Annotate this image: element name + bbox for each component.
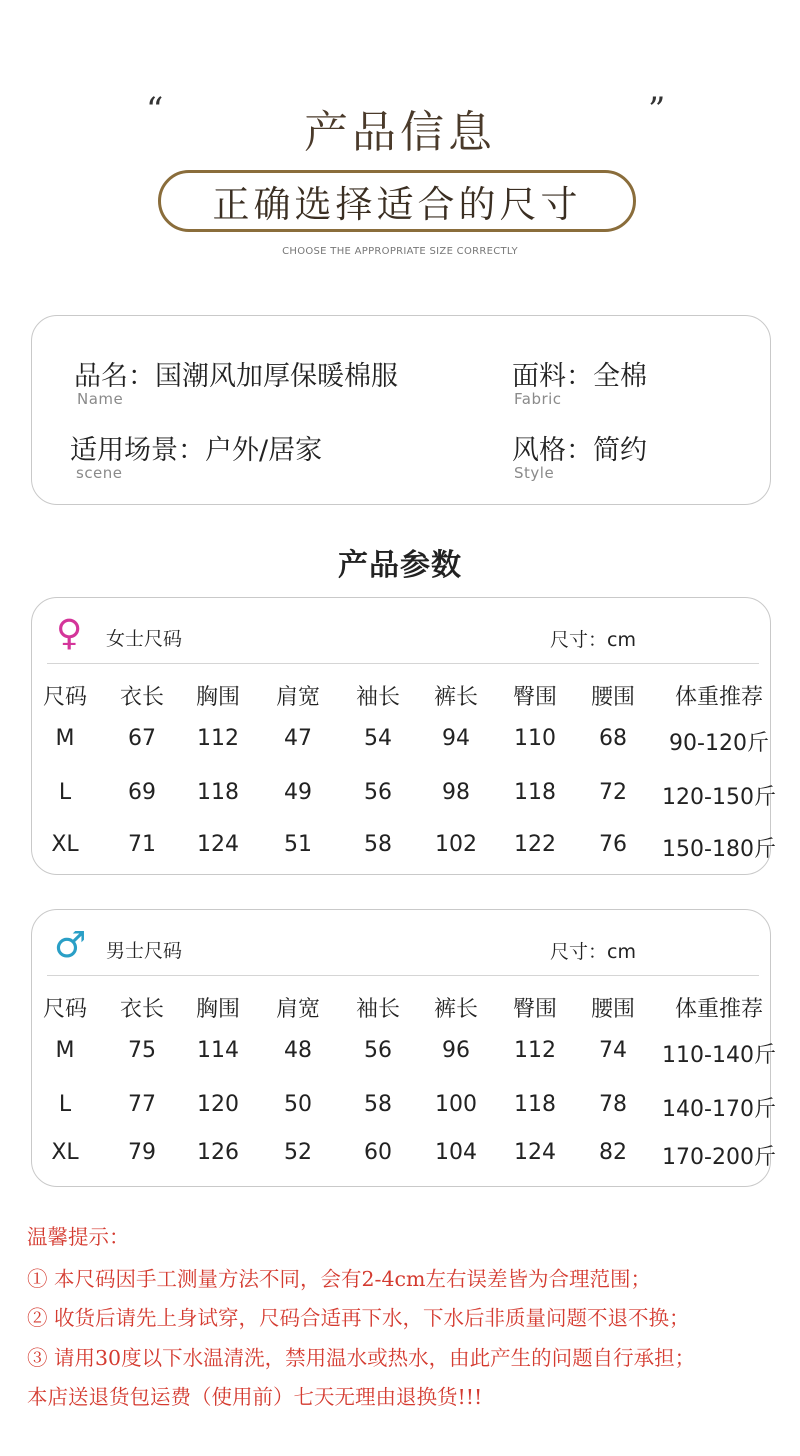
column-header: 衣长 xyxy=(119,997,165,1022)
column-header: 裤长 xyxy=(433,685,479,710)
table-cell: XL xyxy=(51,1140,79,1165)
note-item-3: ③ 请用30度以下水温清洗，禁用温水或热水，由此产生的问题自行承担； xyxy=(27,1346,696,1370)
name-en: Name xyxy=(77,390,124,408)
table-cell: 71 xyxy=(128,832,156,857)
table-cell: 82 xyxy=(599,1140,627,1165)
table-cell: 58 xyxy=(364,1092,392,1117)
table-cell: 47 xyxy=(284,726,312,751)
table-cell: 100 xyxy=(435,1092,477,1117)
table-cell: 112 xyxy=(514,1038,556,1063)
table-cell: 150-180斤 xyxy=(662,837,776,862)
men-size-label: 男士尺码 xyxy=(106,940,183,962)
table-cell: 124 xyxy=(514,1140,556,1165)
table-cell: 76 xyxy=(599,832,627,857)
table-cell: 56 xyxy=(364,1038,392,1063)
table-cell: 58 xyxy=(364,832,392,857)
table-cell: 98 xyxy=(442,780,470,805)
female-icon: ♀ xyxy=(56,613,83,654)
table-cell: L xyxy=(58,780,72,805)
size-banner xyxy=(158,170,636,232)
notes-footer: 本店送退货包运费（使用前）七天无理由退换货!!! xyxy=(27,1385,483,1409)
table-cell: 68 xyxy=(599,726,627,751)
page-subtitle: CHOOSE THE APPROPRIATE SIZE CORRECTLY xyxy=(282,246,518,257)
table-cell: 56 xyxy=(364,780,392,805)
column-header: 袖长 xyxy=(355,685,401,710)
table-cell: 114 xyxy=(197,1038,239,1063)
column-header: 臀围 xyxy=(512,997,558,1022)
style-value: 简约 xyxy=(593,435,647,466)
table-cell: 60 xyxy=(364,1140,392,1165)
table-cell: 67 xyxy=(128,726,156,751)
fabric-value: 全棉 xyxy=(593,361,647,392)
open-quote: “ xyxy=(146,90,164,130)
column-header: 袖长 xyxy=(355,997,401,1022)
table-cell: 120-150斤 xyxy=(662,785,776,810)
table-cell: 52 xyxy=(284,1140,312,1165)
fabric-row xyxy=(512,354,647,393)
close-quote: ” xyxy=(648,90,666,130)
note-item-1: ① 本尺码因手工测量方法不同，会有2-4cm左右误差皆为合理范围； xyxy=(27,1267,651,1291)
table-cell: 69 xyxy=(128,780,156,805)
women-unit-label: 尺寸：cm xyxy=(550,629,636,651)
women-size-label: 女士尺码 xyxy=(106,628,183,650)
table-cell: 112 xyxy=(197,726,239,751)
column-header: 腰围 xyxy=(590,997,636,1022)
size-banner-text: 正确选择适合的尺寸 xyxy=(212,183,582,226)
table-cell: 126 xyxy=(197,1140,239,1165)
column-header: 尺码 xyxy=(42,685,88,710)
table-cell: 72 xyxy=(599,780,627,805)
column-header: 裤长 xyxy=(433,997,479,1022)
product-info-card xyxy=(31,315,771,505)
women-size-card xyxy=(31,597,776,875)
table-cell: 49 xyxy=(284,780,312,805)
table-cell: 120 xyxy=(197,1092,239,1117)
table-cell: 77 xyxy=(128,1092,156,1117)
scene-label: 适用场景： xyxy=(70,435,205,466)
table-cell: 90-120斤 xyxy=(669,731,769,756)
table-cell: 51 xyxy=(284,832,312,857)
params-title: 产品参数 xyxy=(338,548,462,583)
column-header: 肩宽 xyxy=(275,997,321,1022)
name-row xyxy=(74,354,398,393)
table-cell: 48 xyxy=(284,1038,312,1063)
style-label: 风格： xyxy=(512,435,593,466)
column-header: 肩宽 xyxy=(275,685,321,710)
scene-en: scene xyxy=(76,464,123,482)
table-cell: 102 xyxy=(435,832,477,857)
table-cell: 79 xyxy=(128,1140,156,1165)
fabric-label: 面料： xyxy=(512,361,593,392)
scene-value: 户外/居家 xyxy=(205,435,323,466)
table-cell: 96 xyxy=(442,1038,470,1063)
scene-row xyxy=(70,428,322,467)
table-cell: M xyxy=(55,1038,75,1063)
table-cell: 78 xyxy=(599,1092,627,1117)
column-header: 体重推荐 xyxy=(674,997,764,1022)
table-cell: 118 xyxy=(514,780,556,805)
table-cell: 74 xyxy=(599,1038,627,1063)
table-cell: 50 xyxy=(284,1092,312,1117)
column-header: 尺码 xyxy=(42,997,88,1022)
notes-title: 温馨提示： xyxy=(27,1225,130,1249)
table-cell: 118 xyxy=(197,780,239,805)
column-header: 腰围 xyxy=(590,685,636,710)
table-cell: 110-140斤 xyxy=(662,1043,776,1068)
table-cell: M xyxy=(55,726,75,751)
table-cell: 140-170斤 xyxy=(662,1097,776,1122)
table-cell: 104 xyxy=(435,1140,477,1165)
name-label: 品名： xyxy=(74,361,155,392)
name-value: 国潮风加厚保暖棉服 xyxy=(155,361,398,392)
men-unit-label: 尺寸：cm xyxy=(550,941,636,963)
style-en: Style xyxy=(514,464,555,482)
table-cell: 75 xyxy=(128,1038,156,1063)
table-cell: 124 xyxy=(197,832,239,857)
column-header: 衣长 xyxy=(119,685,165,710)
style-row xyxy=(512,428,647,467)
fabric-en: Fabric xyxy=(514,390,562,408)
male-icon: ♂ xyxy=(54,925,87,966)
table-cell: XL xyxy=(51,832,79,857)
table-cell: 94 xyxy=(442,726,470,751)
table-cell: 170-200斤 xyxy=(662,1145,776,1170)
page-title: 产品信息 xyxy=(304,107,496,158)
note-item-2: ② 收货后请先上身试穿，尺码合适再下水，下水后非质量问题不退不换； xyxy=(27,1306,690,1330)
men-divider xyxy=(47,975,759,976)
table-cell: L xyxy=(58,1092,72,1117)
table-cell: 54 xyxy=(364,726,392,751)
table-cell: 118 xyxy=(514,1092,556,1117)
table-cell: 122 xyxy=(514,832,556,857)
women-divider xyxy=(47,663,759,664)
column-header: 胸围 xyxy=(195,997,241,1022)
column-header: 臀围 xyxy=(512,685,558,710)
men-size-card xyxy=(31,909,776,1187)
column-header: 胸围 xyxy=(195,685,241,710)
table-cell: 110 xyxy=(514,726,556,751)
column-header: 体重推荐 xyxy=(674,685,764,710)
